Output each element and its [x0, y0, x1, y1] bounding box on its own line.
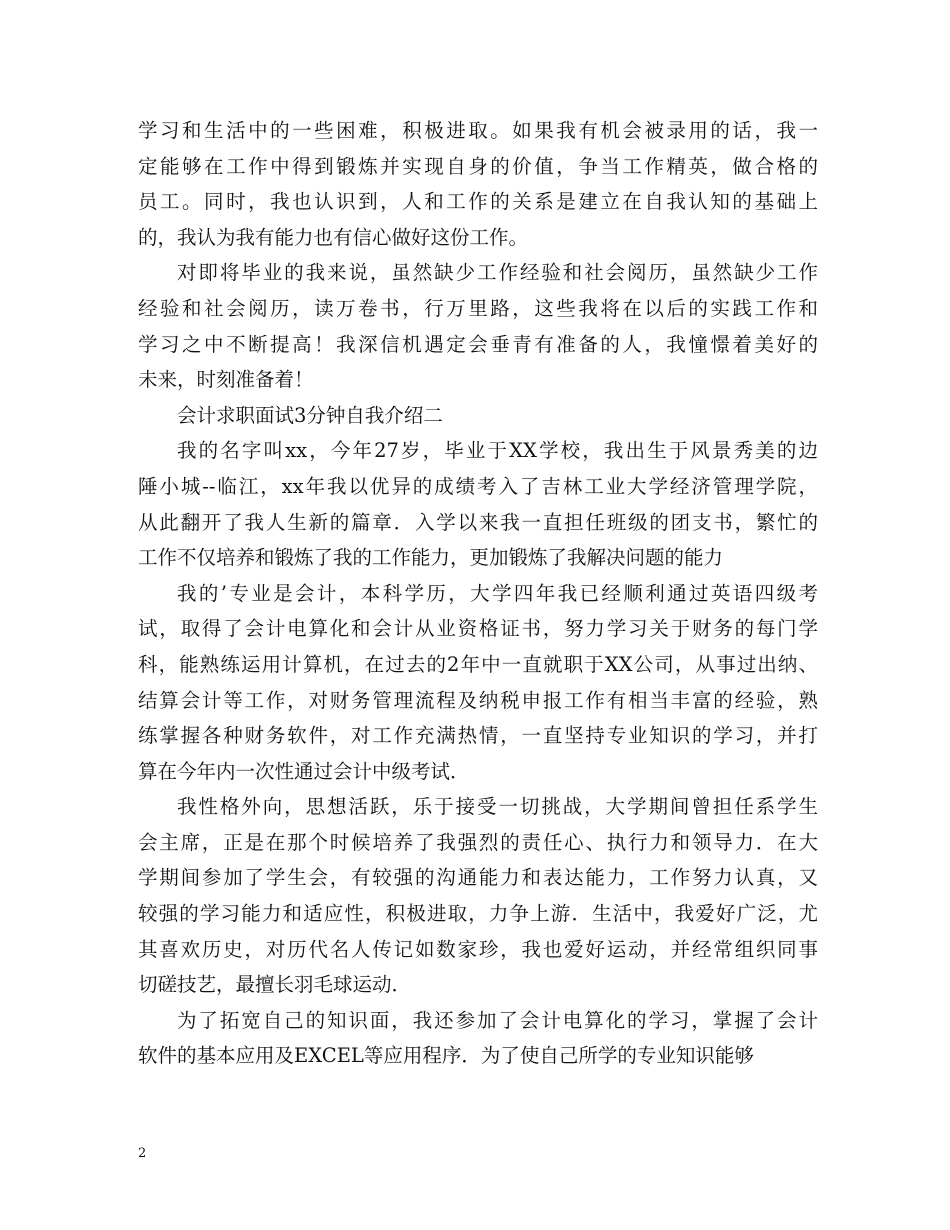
text-line: 会计求职面试3分钟自我介绍二 — [177, 403, 443, 427]
paragraph-5 — [138, 789, 818, 1003]
page-number: 2 — [138, 1146, 147, 1161]
text-line: 学习之中不断提高！我深信机遇定会垂青有准备的人，我憧憬着美好的 — [138, 332, 818, 356]
paragraph-4 — [138, 576, 818, 790]
text-line: 定能够在工作中得到锻炼并实现自身的价值，争当工作精英，做合格的 — [138, 154, 818, 178]
text-line: 会主席，正是在那个时候培养了我强烈的责任心、执行力和领导力．在大 — [138, 830, 818, 854]
paragraph-6 — [138, 1003, 818, 1074]
text-line: 较强的学习能力和适应性，积极进取，力争上游．生活中，我爱好广泛，尤 — [138, 902, 818, 926]
text-line: 学习和生活中的一些困难，积极进取。如果我有机会被录用的话，我一 — [138, 119, 818, 142]
text-line: 工作不仅培养和锻炼了我的工作能力，更加锻炼了我解决问题的能力 — [138, 546, 724, 570]
text-line: 的，我认为我有能力也有信心做好这份工作。 — [138, 225, 529, 249]
text-line: 算在今年内一次性通过会计中级考试． — [138, 759, 470, 783]
text-line: 试，取得了会计电算化和会计从业资格证书，努力学习关于财务的每门学 — [138, 617, 818, 641]
text-line: 切磋技艺，最擅长羽毛球运动． — [138, 973, 412, 997]
text-line: 结算会计等工作，对财务管理流程及纳税申报工作有相当丰富的经验，熟 — [138, 688, 818, 712]
section-heading — [138, 398, 818, 434]
text-line: 未来，时刻准备着！ — [138, 368, 314, 392]
paragraph-2 — [138, 255, 818, 397]
text-line: 对即将毕业的我来说，虽然缺少工作经验和社会阅历，虽然缺少工作 — [177, 261, 818, 285]
text-line: 我性格外向，思想活跃，乐于接受一切挑战，大学期间曾担任系学生 — [177, 795, 818, 819]
paragraph-3 — [138, 433, 818, 575]
text-line: 软件的基本应用及EXCEL等应用程序．为了使自己所学的专业知识能够 — [138, 1044, 754, 1068]
document-body — [138, 113, 818, 1074]
paragraph-1 — [138, 113, 818, 255]
text-line: 练掌握各种财务软件，对工作充满热情，一直坚持专业知识的学习，并打 — [138, 724, 818, 748]
text-line: 学期间参加了学生会，有较强的沟通能力和表达能力，工作努力认真，又 — [138, 866, 818, 890]
text-line: 员工。同时，我也认识到，人和工作的关系是建立在自我认知的基础上 — [138, 190, 818, 214]
text-line: 为了拓宽自己的知识面，我还参加了会计电算化的学习，掌握了会计 — [177, 1008, 818, 1032]
text-line: 陲小城--临江，xx年我以优异的成绩考入了吉林工业大学经济管理学院， — [138, 474, 818, 498]
text-line: 科，能熟练运用计算机，在过去的2年中一直就职于XX公司，从事过出纳、 — [138, 652, 818, 676]
text-line: 我的’专业是会计，本科学历，大学四年我已经顺利通过英语四级考 — [177, 581, 818, 605]
text-line: 其喜欢历史，对历代名人传记如数家珍，我也爱好运动，并经常组织同事 — [138, 937, 818, 961]
text-line: 从此翻开了我人生新的篇章．入学以来我一直担任班级的团支书，繁忙的 — [138, 510, 818, 534]
text-line: 我的名字叫xx，今年27岁，毕业于XX学校，我出生于风景秀美的边 — [177, 439, 818, 463]
text-line: 经验和社会阅历，读万卷书，行万里路，这些我将在以后的实践工作和 — [138, 296, 818, 320]
